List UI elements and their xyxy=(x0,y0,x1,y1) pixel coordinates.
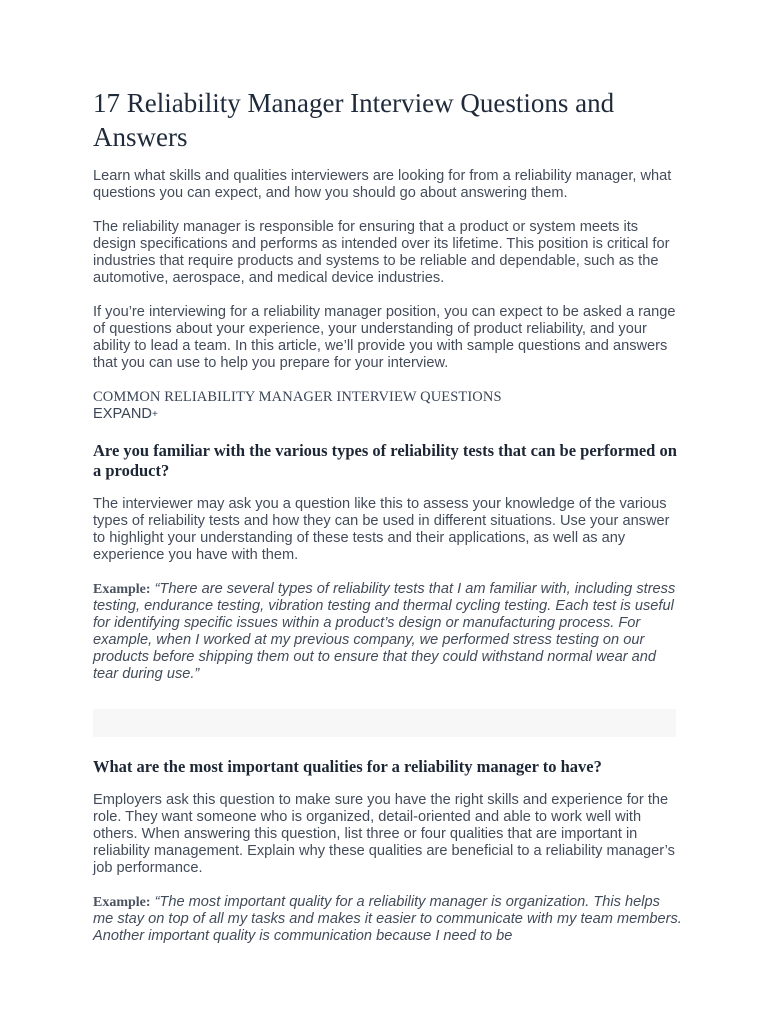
question-2-example xyxy=(93,894,683,945)
expand-toggle[interactable] xyxy=(93,406,683,423)
question-1-example xyxy=(93,581,683,683)
page-title: 17 Reliability Manager Interview Questions and Answers xyxy=(93,88,615,152)
intro-paragraph-1: Learn what skills and qualities interviewers are looking for from a reliability manager, what questions you can expect, and how you should go about answering them. xyxy=(93,168,672,201)
example-text: “There are several types of reliability tests that I am familiar with, including stress testing, endurance testing, vibration testing and thermal cycling testing. Each test is useful for identifying specific issues within a product’s design or manufacturing process. For example, when I worked at my previous company, we performed stress testing on our products before shipping them out to ensure that they could withstand normal wear and tear during use.” xyxy=(93,581,676,682)
example-label: Example: xyxy=(93,895,151,910)
question-2-heading: What are the most important qualities for a reliability manager to have? xyxy=(93,757,602,776)
question-2-explanation: Employers ask this question to make sure you have the right skills and experience for the role. They want someone who is organized, detail-oriented and able to work well with others. When answering this question, list three or four qualities that are important in reliability management. Explain why these qualities are beneficial to a reliability manager’s job performance. xyxy=(93,792,675,876)
plus-icon: + xyxy=(151,409,158,420)
article xyxy=(93,86,683,962)
question-1-explanation: The interviewer may ask you a question like this to assess your knowledge of the various types of reliability tests and how they can be used in different situations. Use your answer to highlight your understanding of these tests and their applications, as well as any experience you have with them. xyxy=(93,496,670,563)
intro-paragraph-2: The reliability manager is responsible for ensuring that a product or system meets its design specifications and performs as intended over its lifetime. This position is critical for industries that require products and systems to be reliable and dependable, such as the automotive, aerospace, and medical device industries. xyxy=(93,219,670,286)
intro-paragraph-3: If you’re interviewing for a reliability manager position, you can expect to be asked a range of questions about your experience, your understanding of product reliability, and your ability to lead a team. In this article, we’ll provide you with sample questions and answers that you can use to help you prepare for your interview. xyxy=(93,304,676,371)
example-text: “The most important quality for a reliability manager is organization. This helps me stay on top of all my tasks and makes it easier to communicate with my team members. Another important quality is communication because I need to be xyxy=(93,894,682,944)
example-label: Example: xyxy=(93,582,151,597)
question-1-heading: Are you familiar with the various types of reliability tests that can be performed on a product? xyxy=(93,441,677,480)
ad-placeholder xyxy=(93,709,676,737)
expand-label: EXPAND xyxy=(93,406,152,422)
section-heading: COMMON RELIABILITY MANAGER INTERVIEW QUESTIONS xyxy=(93,389,502,405)
